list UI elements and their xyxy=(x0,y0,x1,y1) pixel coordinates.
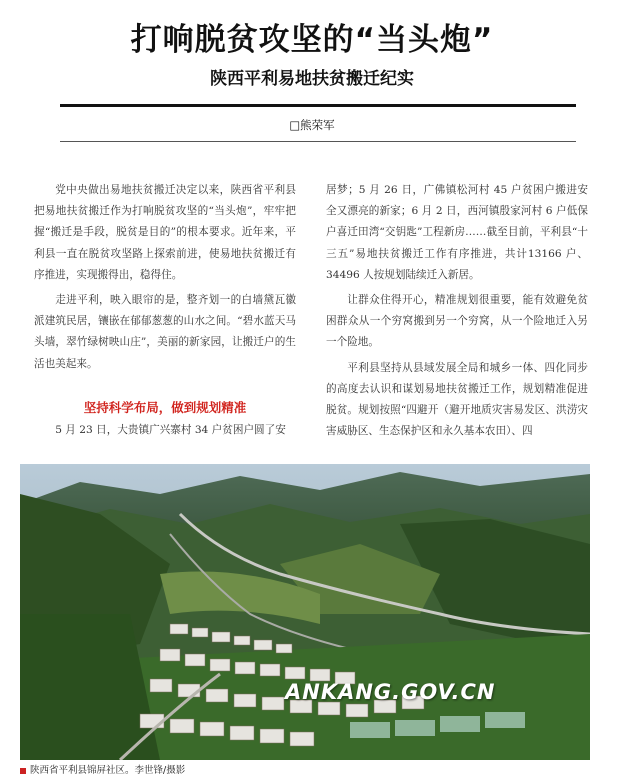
right-column xyxy=(326,180,588,446)
section-heading: 坚持科学布局，做到规划精准 xyxy=(83,399,247,415)
paragraph: 平利县坚持从县域发展全局和城乡一体、四化同步的高度去认识和谋划易地扶贫搬迁工作，规划精准促进脱贫。规划按照“四避开（避开地质灾害易发区、洪涝灾害威胁区、生态保护区和永久基本农田）、四 xyxy=(326,361,588,438)
article-title: 打响脱贫攻坚的“当头炮” xyxy=(130,22,494,58)
caption-text: 陕西省平利县锦屏社区。李世锋/摄影 xyxy=(30,765,186,776)
watermark-text: ANKANG.GOV.CN xyxy=(285,680,496,704)
article-subtitle: 陕西平利易地扶贫搬迁纪实 xyxy=(210,69,414,89)
photo-caption xyxy=(20,762,185,776)
left-column xyxy=(34,180,296,445)
author-byline: □熊荣军 xyxy=(289,118,335,132)
paragraph: 党中央做出易地扶贫搬迁决定以来，陕西省平利县把易地扶贫搬迁作为打响脱贫攻坚的“当头炮”，牢牢把握“搬迁是手段，脱贫是目的”的根本要求。近年来，平利县一直在脱贫攻坚路上探索前进，使易地扶贫搬迁有序推进，实现搬得出，稳得住。 xyxy=(34,184,296,281)
title-rule xyxy=(60,104,576,107)
caption-marker-icon xyxy=(20,768,26,774)
byline-rule xyxy=(60,141,576,142)
paragraph: 让群众住得开心，精准规划很重要，能有效避免贫困群众从一个穷窝搬到另一个穷窝，从一个险地迁入另一个险地。 xyxy=(326,294,588,349)
paragraph: 走进平利，映入眼帘的是，整齐划一的白墙黛瓦徽派建筑民居，镶嵌在郁郁葱葱的山水之间。“碧水蓝天马头墙，翠竹绿树映山庄”，美丽的新家园，让搬迁户的生活也美起来。 xyxy=(34,294,296,370)
paragraph: 5 月 23 日，大贵镇广兴寨村 34 户贫困户圆了安 xyxy=(55,424,286,437)
aerial-photo xyxy=(20,464,590,760)
landscape-illustration xyxy=(20,464,590,760)
paragraph: 居梦；5 月 26 日，广佛镇松河村 45 户贫困户搬进安全又漂亮的新家；6 月 2 日，西河镇殷家河村 6 户低保户喜迁田湾“交钥匙”工程新房……截至目前，平利县“十三五”易地扶贫搬迁工作有序推进，共计13166 户、34496 人按规划陆续迁入新居。 xyxy=(326,184,588,281)
